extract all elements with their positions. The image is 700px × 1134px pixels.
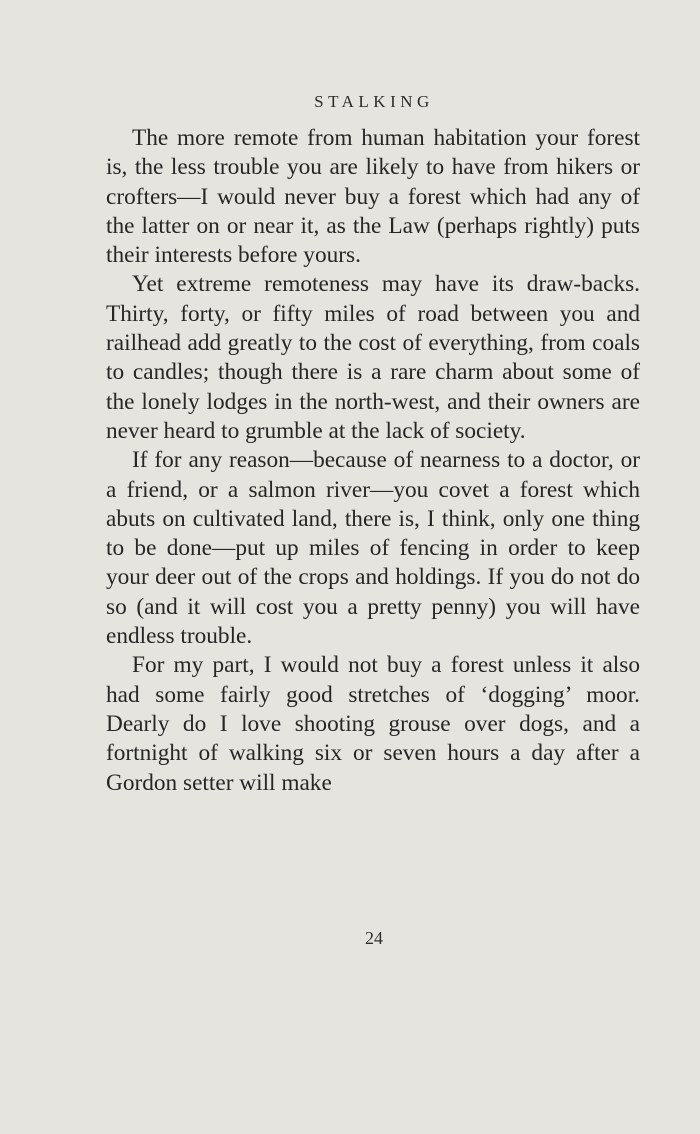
running-head: STALKING: [314, 92, 434, 111]
body-text: [106, 124, 640, 798]
paragraph: Yet extreme remoteness may have its draw-backs. Thirty, forty, or fifty miles of road between you and railhead add greatly to the cost of everything, from coals to candles; though there is a rare charm about some of the lonely lodges in the north-west, and their owners are never heard to grumble at the lack of society.: [106, 271, 640, 444]
page-number: 24: [365, 928, 383, 948]
paragraph: The more remote from human habitation your forest is, the less trouble you are likely to have from hikers or crofters—I would never buy a forest which had any of the latter on or near it, as the Law (perhaps rightly) puts their interests before yours.: [106, 125, 640, 269]
paragraph: If for any reason—because of nearness to a doctor, or a friend, or a salmon river—you covet a forest which abuts on cultivated land, there is, I think, only one thing to be done—put up miles of fencing in order to keep your deer out of the crops and holdings. If you do not do so (and it will cost you a pretty penny) you will have endless trouble.: [106, 447, 640, 650]
paragraph: For my part, I would not buy a forest unless it also had some fairly good stretches of ‘dogging’ moor. Dearly do I love shooting grouse over dogs, and a fortnight of walking six or seven hours a day after a Gordon setter will make: [106, 652, 640, 796]
